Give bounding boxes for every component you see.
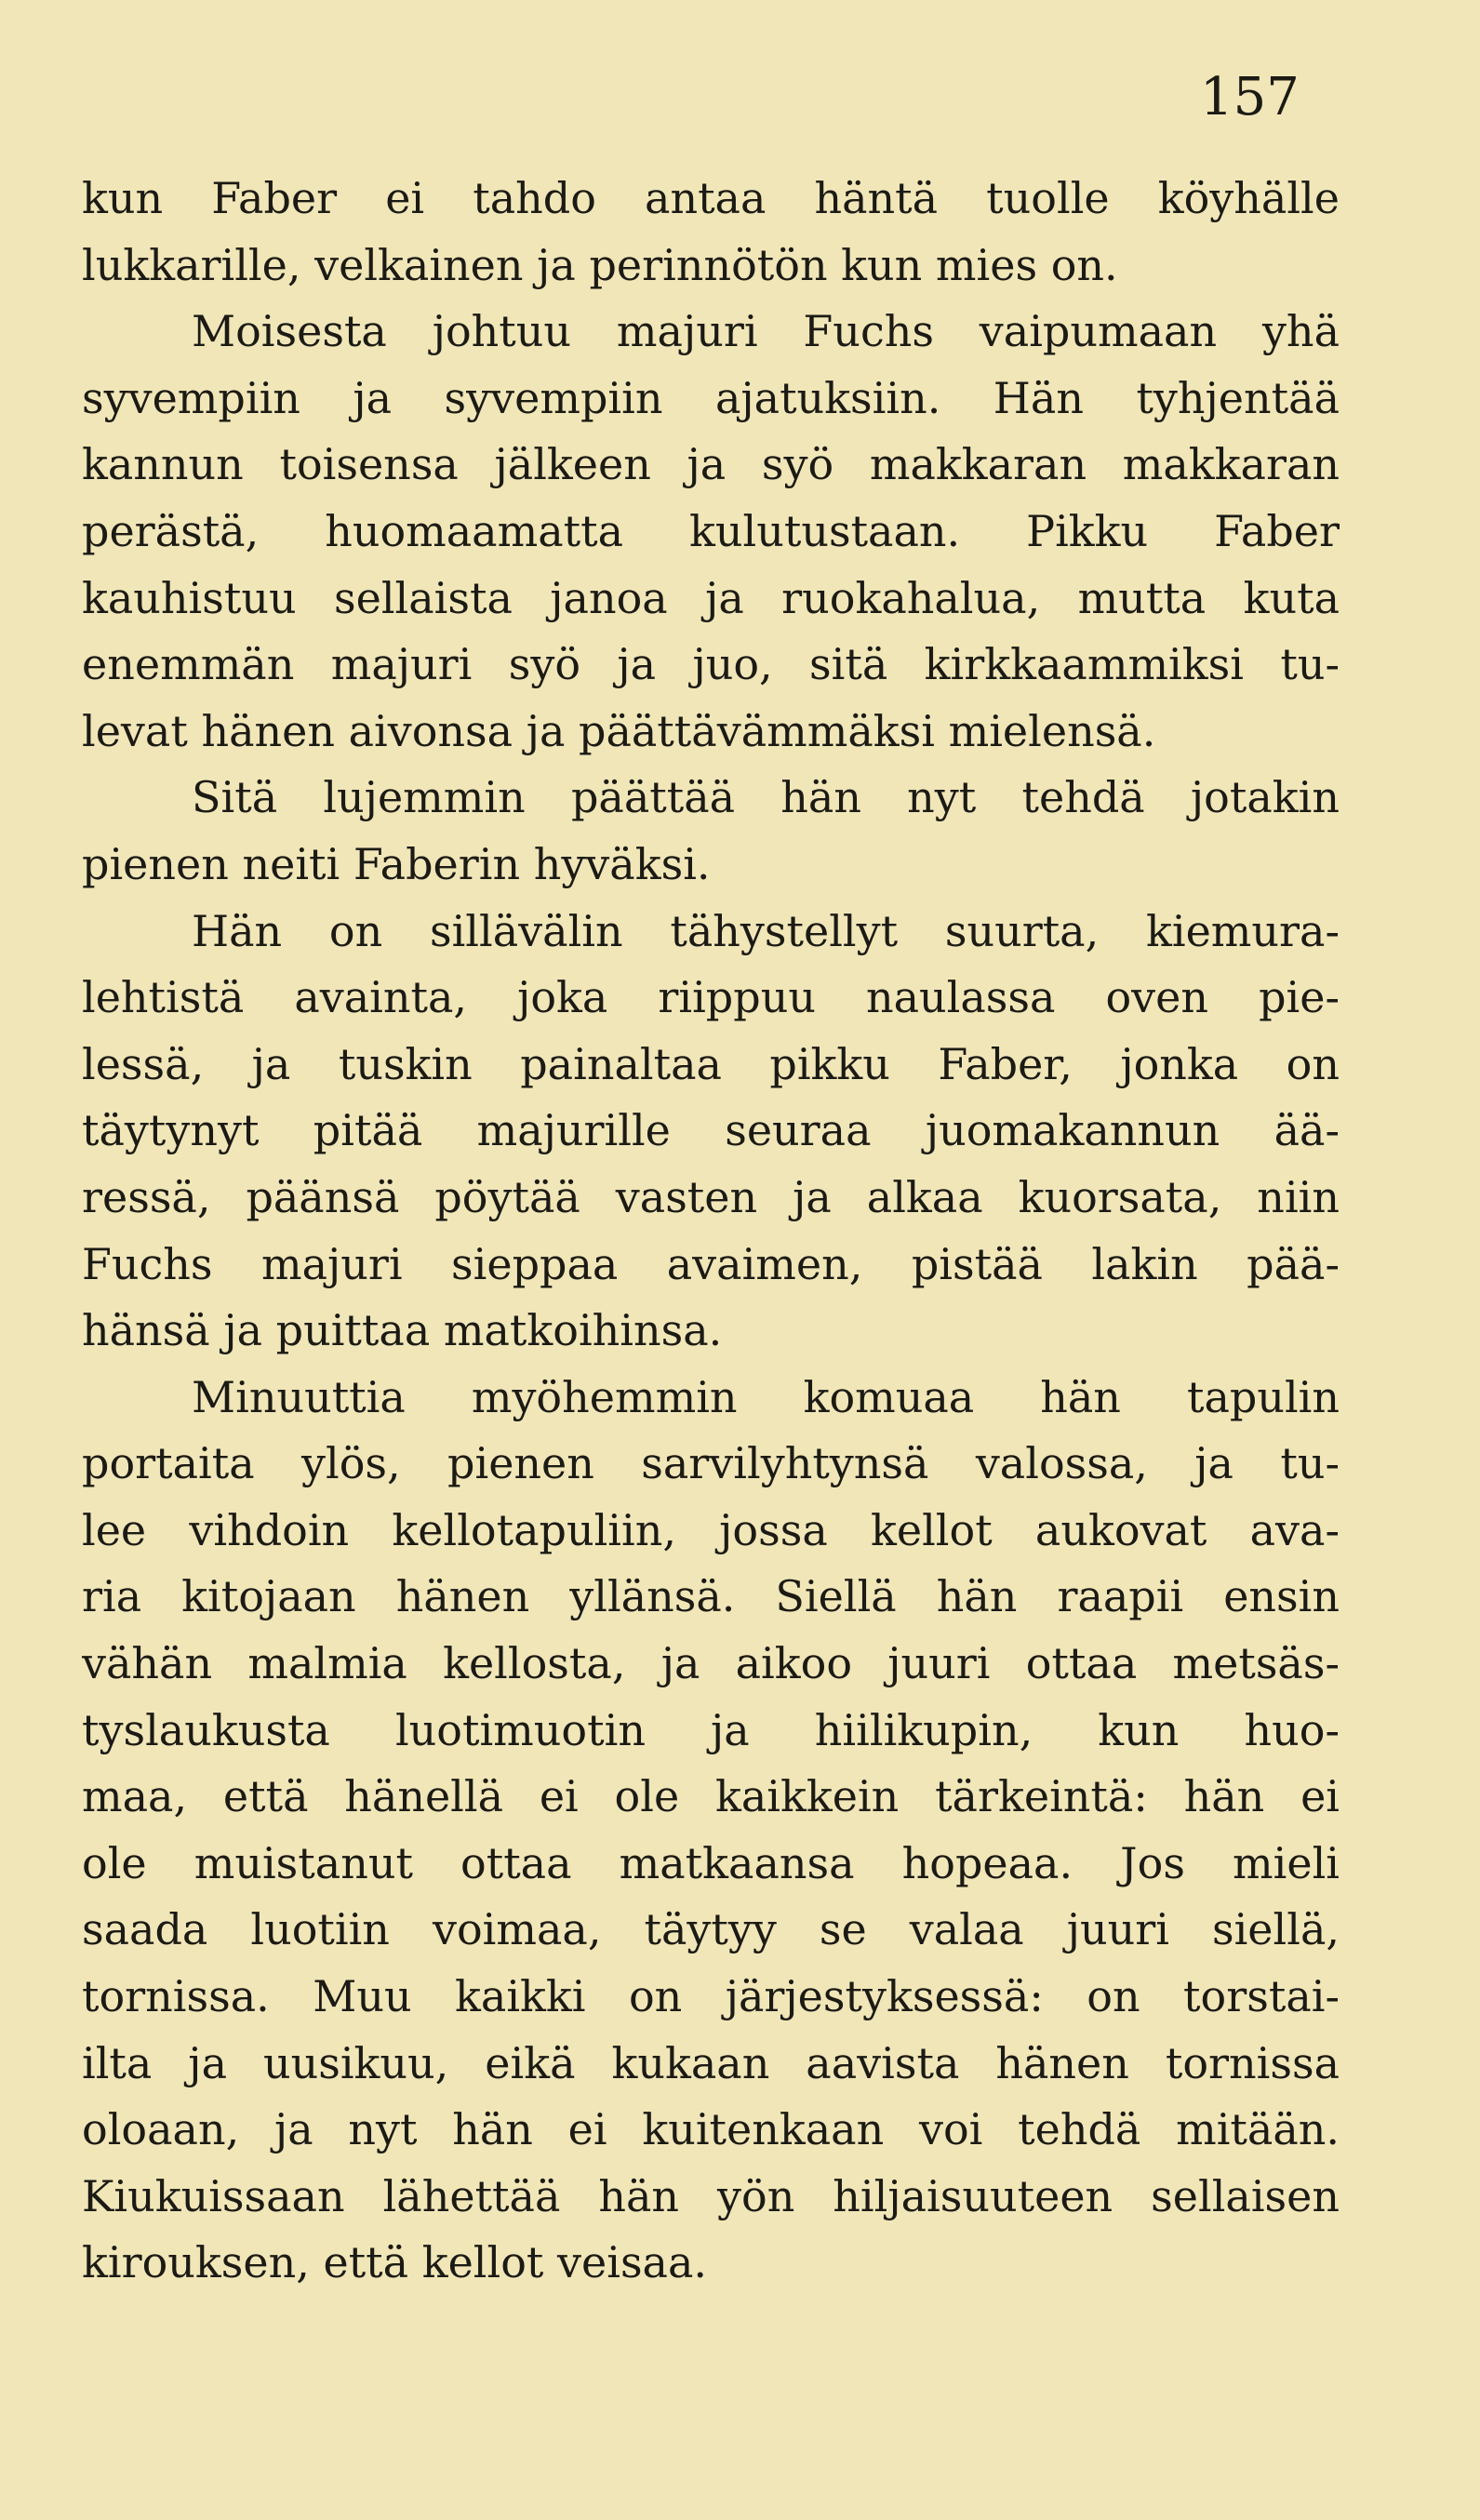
text-line: maa, että hänellä ei ole kaikkein tärkeintä: hän ei (82, 1771, 1340, 1822)
text-line: kauhistuu sellaista janoa ja ruokahalua, mutta kuta (82, 572, 1340, 623)
body-text (82, 166, 1340, 2297)
text-line: kun Faber ei tahdo antaa häntä tuolle köyhälle (82, 173, 1340, 223)
text-line: saada luotiin voimaa, täytyy se valaa juuri siellä, (82, 1904, 1340, 1955)
text-line: Sitä lujemmin päättää hän nyt tehdä jotakin (192, 772, 1340, 823)
text-line: pienen neiti Faberin hyväksi. (82, 838, 711, 889)
text-line: Fuchs majuri sieppaa avaimen, pistää lakin pää- (82, 1238, 1340, 1289)
text-line: ressä, päänsä pöytää vasten ja alkaa kuorsata, niin (82, 1171, 1340, 1222)
text-line: ilta ja uusikuu, eikä kukaan aavista hänen tornissa (82, 2037, 1340, 2088)
text-line: lehtistä avainta, joka riippuu naulassa oven pie- (82, 972, 1340, 1023)
page-number: 157 (1200, 67, 1300, 127)
text-line: Hän on sillävälin tähystellyt suurta, kiemura- (192, 905, 1340, 956)
text-line: portaita ylös, pienen sarvilyhtynsä valossa, ja tu- (82, 1438, 1340, 1489)
text-line: vähän malmia kellosta, ja aikoo juuri ottaa metsäs- (82, 1638, 1340, 1689)
text-line: levat hänen aivonsa ja päättävämmäksi mielensä. (82, 705, 1156, 756)
text-line: kannun toisensa jälkeen ja syö makkaran makkaran (82, 439, 1340, 490)
text-line: ria kitojaan hänen yllänsä. Siellä hän raapii ensin (82, 1571, 1340, 1622)
text-line: Minuuttia myöhemmin komuaa hän tapulin (192, 1371, 1340, 1422)
text-line: oloaan, ja nyt hän ei kuitenkaan voi tehdä mitään. (82, 2104, 1340, 2155)
text-line: syvempiin ja syvempiin ajatuksiin. Hän tyhjentää (82, 372, 1340, 423)
text-line: kirouksen, että kellot veisaa. (82, 2237, 708, 2288)
text-line: lee vihdoin kellotapuliin, jossa kellot aukovat ava- (82, 1504, 1340, 1555)
text-line: perästä, huomaamatta kulutustaan. Pikku Faber (82, 505, 1340, 556)
text-line: lessä, ja tuskin painaltaa pikku Faber, jonka on (82, 1038, 1340, 1089)
text-line: ole muistanut ottaa matkaansa hopeaa. Jos mieli (82, 1837, 1340, 1888)
text-line: enemmän majuri syö ja juo, sitä kirkkaammiksi tu- (82, 639, 1340, 690)
text-line: lukkarille, velkainen ja perinnötön kun mies on. (82, 239, 1118, 290)
text-line: tyslaukusta luotimuotin ja hiilikupin, kun huo- (82, 1704, 1340, 1755)
text-line: Kiukuissaan lähettää hän yön hiljaisuuteen sellaisen (82, 2170, 1340, 2221)
text-line: täytynyt pitää majurille seuraa juomakannun ää- (82, 1105, 1340, 1156)
text-line: tornissa. Muu kaikki on järjestyksessä: on torstai- (82, 1971, 1340, 2022)
text-line: hänsä ja puittaa matkoihinsa. (82, 1305, 723, 1356)
text-line: Moisesta johtuu majuri Fuchs vaipumaan yhä (192, 306, 1340, 357)
